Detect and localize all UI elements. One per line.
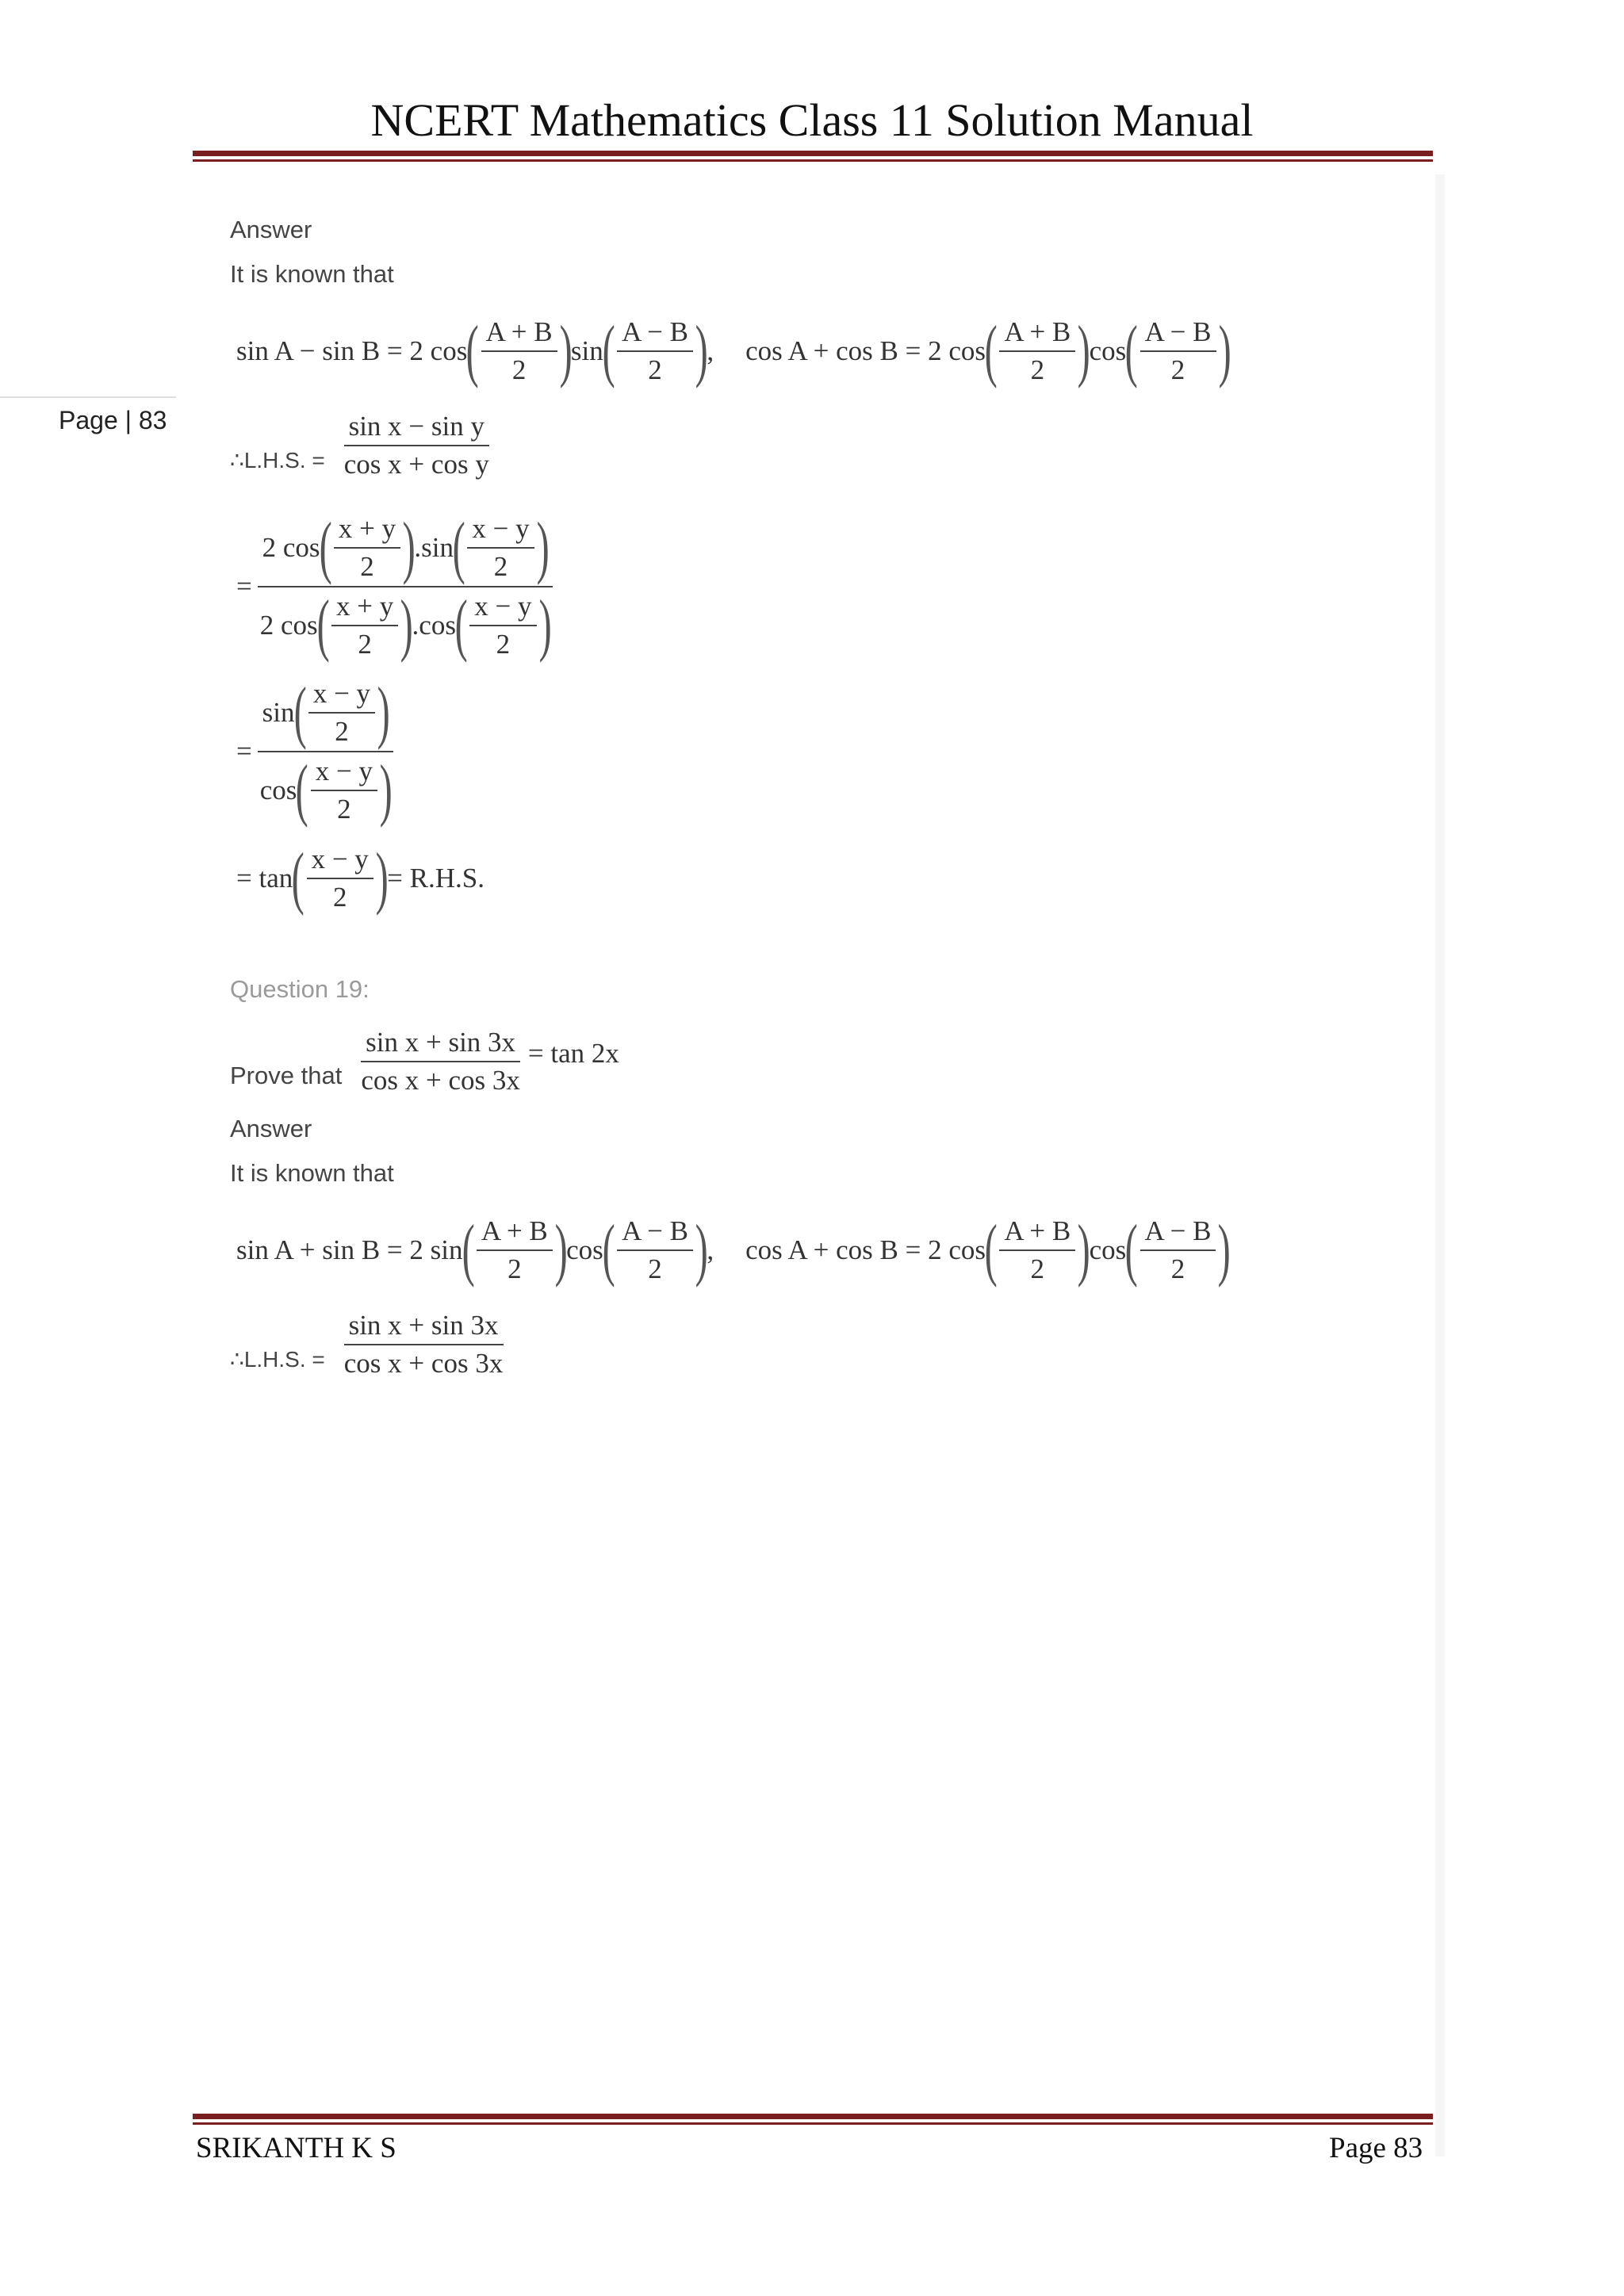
lhs-label: ∴L.H.S. =	[230, 1346, 325, 1372]
identity-line-2: sin A + sin B = 2 sin ( $\frac{A + B}{2}$ ) cos ( $\frac{A - B}{2}$ ) , cos A + cos B = 2 cos ( $\frac{A + B}{2}$ ) cos ( $\frac{A - B}{2}$ )	[236, 1211, 1231, 1288]
side-page-label: Page | 83	[59, 406, 167, 434]
step-3: = tan ( $\frac{x - y}{2}$ ) = R.H.S.	[236, 840, 485, 916]
identity-mid: sin	[570, 335, 603, 366]
step1-fraction: 2 cos ( $\frac{x + y}{2}$ ) .sin ( $\frac{x - y}{2}$ ) 2 cos ( $\frac{x + y}{2}$ ) .cos ( $\frac{x - y}{2}$ )	[255, 513, 555, 660]
step-1: = 2 cos ( $\frac{x + y}{2}$ ) .sin ( $\frac{x - y}{2}$ ) 2 cos ( $\frac{x + y}{2}$ ) .cos ( $\frac{x - y}{2}$ )	[236, 507, 558, 666]
answer-label: Answer	[230, 216, 312, 243]
lhs-fraction: $\frac{\text{sin x − sin y}}{\text{cos x + cos y}}$	[343, 410, 489, 480]
footer-rule	[193, 2114, 1433, 2125]
fraction: $\frac{A - B}{2}$	[1140, 317, 1216, 386]
identity-line-1: sin A − sin B = 2 cos ( $\frac{A + B}{2}$ ) sin ( $\frac{A - B}{2}$ ) , cos A + cos B = 2 cos ( $\frac{A + B}{2}$ ) cos ( $\frac{A - B}{2}$ )	[236, 312, 1231, 389]
question-title: Question 19:	[230, 975, 370, 1003]
lhs-label: ∴L.H.S. =	[230, 447, 325, 473]
identity-lhs: sin A − sin B = 2 cos	[236, 335, 468, 366]
side-divider	[0, 396, 176, 398]
page-edge-shade	[1435, 174, 1445, 2156]
fraction: $\frac{A - B}{2}$	[617, 317, 693, 386]
step2-fraction: sin ( $\frac{x - y}{2}$ ) cos ( $\frac{x - y}{2}$ )	[255, 678, 396, 825]
known-text: It is known that	[230, 260, 394, 288]
lhs-line	[230, 406, 497, 485]
page-header-title: NCERT Mathematics Class 11 Solution Manual	[370, 94, 1254, 146]
prove-label: Prove that	[230, 1062, 343, 1089]
footer-page-number: Page 83	[1329, 2132, 1423, 2164]
header-rule	[193, 151, 1433, 162]
fraction: $\frac{A + B}{2}$	[999, 317, 1075, 386]
answer-label: Answer	[230, 1115, 312, 1142]
comma: ,	[707, 335, 714, 366]
lhs-line-2: ∴L.H.S. = $\frac{\text{sin x + sin 3x}}{\text{cos x + cos 3x}}$	[230, 1309, 504, 1379]
footer-author: SRIKANTH K S	[196, 2132, 396, 2164]
known-text: It is known that	[230, 1159, 394, 1187]
prove-line: Prove that $\frac{\text{sin x + sin 3x}}{\text{cos x + cos 3x}}$ = tan 2x	[230, 1026, 619, 1096]
identity-mid: cos	[1089, 335, 1127, 366]
fraction: $\frac{A + B}{2}$	[481, 317, 557, 386]
prove-fraction: $\frac{\text{sin x + sin 3x}}{\text{cos x + cos 3x}}$	[361, 1026, 520, 1096]
step-2: = sin ( $\frac{x - y}{2}$ ) cos ( $\frac{x - y}{2}$ )	[236, 672, 399, 831]
identity-lhs: cos A + cos B = 2 cos	[745, 335, 986, 366]
